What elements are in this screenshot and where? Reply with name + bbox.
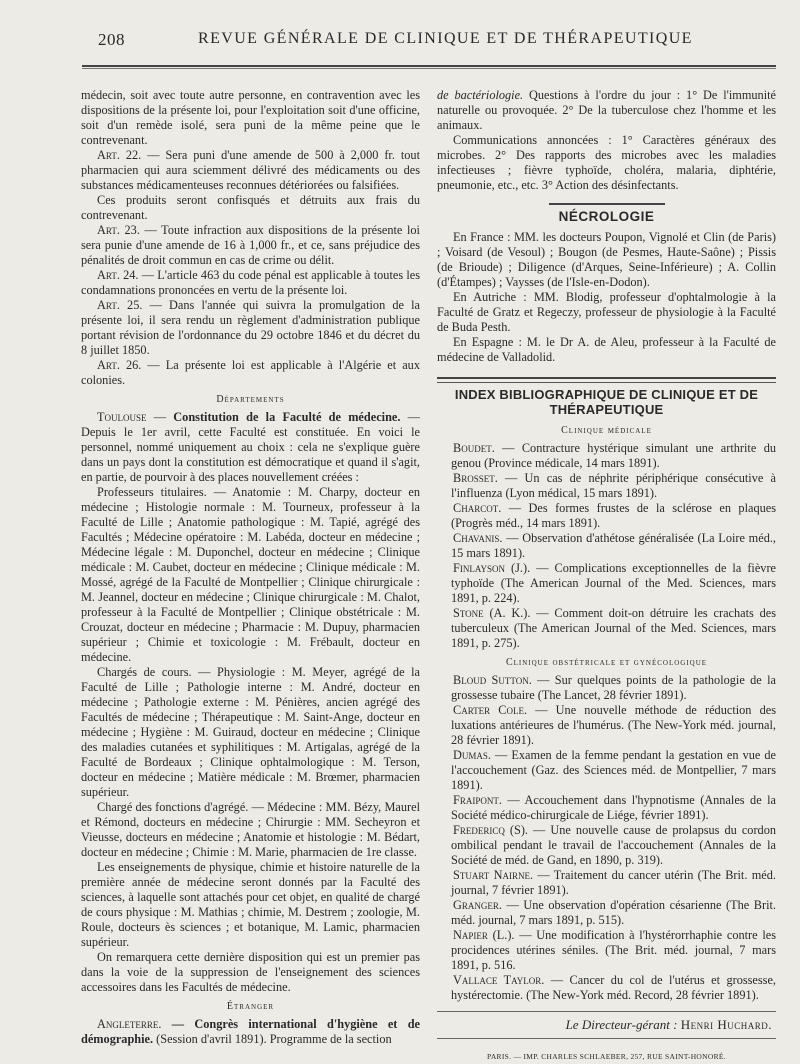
index-entry <box>437 471 776 501</box>
subheading-clinique-obstetricale: Clinique obstétricale et gynécologique <box>505 657 708 668</box>
paragraph: Ces produits seront confisqués et détruits aux frais du contrevenant. <box>81 193 420 222</box>
news-title: — Congrès international d'hygiène et de démographie. <box>81 1017 420 1046</box>
toulouse-paragraph: Toulouse — Constitution de la Faculté de médecine. — Depuis le 1er avril, cette Faculté est constituée. En voici le personnel, nommé uniquement au choix : cela ne s'explique guère dans un pays dont la constitution est démocratique et quand il s'agit, en partie, de pourvoir à des places nouvellement créées : <box>81 410 420 484</box>
index-text: — Une observation d'opération césarienne (The Brit. méd. journal, 7 mars 1891, p. 515). <box>451 898 776 927</box>
article-25 <box>81 298 420 358</box>
running-head <box>0 30 800 60</box>
professeurs-paragraph: Professeurs titulaires. — Anatomie : M. Charpy, docteur en médecine ; Histologie normale : M. Tourneux, professeur à la Faculté de Lille ; Anatomie pathologique : M. Tapié, agrégé des Facultés ; Médecine opératoire : M. Labéda, docteur en médecine ; Médecine légale : M. Duponchel, docteur en médecine ; Clinique médicale : M. Caubet, docteur en médecine ; Clinique médicale : M. Mossé, agrégé de la Faculté de Montpellier ; Clinique chirurgicale : M. Jeannel, docteur en médecine ; Clinique chirurgicale : M. Chalot, professeur à la Faculté de Montpellier ; Clinique obstétricale : M. Crouzat, docteur en médecine ; Pharmacie : M. Dupuy, pharmacien supérieur ; Chimie et toxicologie : M. Frébault, docteur en médecine. <box>81 485 420 664</box>
index-author: Charcot. <box>453 501 502 515</box>
index-entry <box>437 606 776 651</box>
index-text: — Accouchement dans l'hypnotisme (Annales de la Société médico-chirurgicale de Liége, février 1891). <box>451 793 776 822</box>
index-entry <box>437 748 776 793</box>
article-text: — Dans l'année qui suivra la promulgation de la présente loi, il sera rendu un règlement d'administration publique portant révision de l'ordonnance du 29 octobre 1846 et du décret du 8 juillet 1850. <box>81 298 420 357</box>
article-22 <box>81 148 420 193</box>
index-author: Fraipont. <box>453 793 502 807</box>
necrologie-france: En France : MM. les docteurs Poupon, Vignolé et Clin (de Paris) ; Voisard (de Vesoul) ; Bougon (de Pesmes, Haute-Saône) ; Pissis (de Brioude) ; Diligence (d'Arques, Seine-Inférieure) ; A. Collin (d'Étampes) ; Vaysses (de l'Isle-en-Dodon). <box>437 230 776 289</box>
subheading-clinique-medicale: Clinique médicale <box>561 425 652 436</box>
index-text: — Une modification à l'hystérorrhaphie contre les procidences utérines séniles. (The Brit. méd. journal, 7 mars 1891, p. 516. <box>451 928 776 972</box>
article-24 <box>81 268 420 298</box>
charges-fonctions-paragraph: Chargé des fonctions d'agrégé. — Médecine : MM. Bézy, Maurel et Rémond, docteurs en médecine ; Chirurgie : MM. Secheyron et Vieusse, docteurs en médecine ; Anatomie et histologie : M. Bédart, docteur en médecine ; Chimie : M. Marie, pharmacien de 1re classe. <box>81 800 420 859</box>
index-entry <box>437 973 776 1003</box>
index-entry <box>437 793 776 823</box>
journal-title: REVUE GÉNÉRALE DE CLINIQUE ET DE THÉRAPEUTIQUE <box>198 30 693 47</box>
index-entry <box>437 703 776 748</box>
article-text: — Toute infraction aux dispositions de la présente loi sera punie d'une amende de 16 à 1,000 fr., et ce, sans préjudice des pénalités de droit commun en cas de crime ou délit. <box>81 223 420 267</box>
news-title: Constitution de la Faculté de médecine. <box>173 410 401 424</box>
index-entry <box>437 673 776 703</box>
section-heading-index: INDEX BIBLIOGRAPHIQUE DE CLINIQUE ET DE THÉRAPEUTIQUE <box>454 387 759 417</box>
article-label: Art. 22. <box>97 148 142 162</box>
right-column <box>437 88 776 1064</box>
header-rule <box>82 65 776 67</box>
article-text: — La présente loi est applicable à l'Algérie et aux colonies. <box>81 358 420 387</box>
enseignements-paragraph: Les enseignements de physique, chimie et histoire naturelle de la première année de médecine seront donnés par la Faculté des sciences, à laquelle sont attachés pour cet objet, en qualité de chargé de cours physique : M. Mathias ; chimie, M. Destrem ; zoologie, M. Roule, docteurs ès sciences ; et botanique, M. Lamic, pharmacien supérieur. <box>81 860 420 949</box>
index-entry <box>437 898 776 928</box>
index-author: Dumas. <box>453 748 491 762</box>
index-text: — Complications exceptionnelles de la fièvre typhoïde (The American Journal of the Med. Sciences, mars 1891, p. 224). <box>451 561 776 605</box>
article-23 <box>81 223 420 268</box>
left-column <box>81 88 420 1047</box>
italic-text: de bactériologie. <box>437 88 524 102</box>
index-list-obstetricale <box>437 673 776 1003</box>
header-rule-thin <box>82 68 776 69</box>
index-entry <box>437 501 776 531</box>
news-text: (Session d'avril 1891). Programme de la section <box>153 1032 392 1046</box>
index-text: — Examen de la femme pendant la gestation en vue de l'accouchement (Gaz. des Sciences méd. de Montpellier, 7 mars 1891). <box>451 748 776 792</box>
index-text: — Traitement du cancer utérin (The Brit. méd. journal, 7 février 1891). <box>451 868 776 897</box>
index-entry <box>437 441 776 471</box>
index-author: Napier (L.). <box>453 928 515 942</box>
index-text: — Cancer du col de l'utérus et grossesse, hystérectomie. (The New-York méd. Record, 28 février 1891). <box>451 973 776 1002</box>
index-author: Stone (A. K.). <box>453 606 531 620</box>
index-author: Carter Cole. <box>453 703 528 717</box>
paragraph: Communications annoncées : 1° Caractères généraux des microbes. 2° Des rapports des microbes avec les maladies infectieuses ; fièvre typhoïde, choléra, malaria, diphtérie, pneumonie, etc., etc. 3° Action des désinfectants. <box>437 133 776 192</box>
index-text: — Un cas de néphrite périphérique consécutive à l'influenza (Lyon médical, 15 mars 1891). <box>451 471 776 500</box>
index-author: Bloud Sutton. <box>453 673 532 687</box>
index-entry <box>437 868 776 898</box>
signature-rule <box>437 1038 776 1039</box>
article-text: — L'article 463 du code pénal est applicable à toutes les condamnations prononcées en vertu de la présente loi. <box>81 268 420 297</box>
index-text: — Sur quelques points de la pathologie de la grossesse tubaire (The Lancet, 28 février 1891). <box>451 673 776 702</box>
angleterre-paragraph <box>81 1017 420 1047</box>
index-text: — Une nouvelle méthode de réduction des luxations antérieures de l'humérus. (The New-York méd. journal, 28 février 1891). <box>451 703 776 747</box>
index-author: Finlayson (J.). <box>453 561 531 575</box>
article-label: Art. 26. <box>97 358 142 372</box>
remarque-paragraph: On remarquera cette dernière disposition qui est un premier pas dans la voie de la suppression de l'enseignement des sciences accessoires dans les Facultés de médecine. <box>81 950 420 994</box>
index-author: Stuart Nairne. <box>453 868 534 882</box>
section-heading-departements: Départements <box>216 394 285 405</box>
index-author: Brosset. <box>453 471 498 485</box>
signature-name: Henri Huchard. <box>680 1017 772 1032</box>
index-text: — Contracture hystérique simulant une arthrite du genou (Province médicale, 14 mars 1891). <box>451 441 776 470</box>
index-entry <box>437 561 776 606</box>
index-author: Vallace Taylor. <box>453 973 545 987</box>
index-entry <box>437 823 776 868</box>
section-heading-necrologie: NÉCROLOGIE <box>558 209 655 224</box>
index-entry <box>437 531 776 561</box>
signature-label: Le Directeur-gérant : <box>565 1017 678 1032</box>
necrologie-autriche: En Autriche : MM. Blodig, professeur d'ophtalmologie à la Faculté de Gratz et Regeczy, professeur de physiologie à la Faculté de Buda Pesth. <box>437 290 776 334</box>
section-rule-thin <box>437 382 776 383</box>
section-rule <box>549 203 665 205</box>
page-number: 208 <box>98 30 125 49</box>
index-author: Chavanis. <box>453 531 503 545</box>
section-rule <box>437 377 776 379</box>
index-author: Granger. <box>453 898 502 912</box>
article-label: Art. 23. <box>97 223 140 237</box>
charges-cours-paragraph: Chargés de cours. — Physiologie : M. Meyer, agrégé de la Faculté de Lille ; Pathologie interne : M. André, docteur en médecine ; Pathologie externe : M. Pénières, ancien agrégé des Facultés de médecine ; Thérapeutique : M. Saint-Ange, docteur en médecine ; Hygiène : M. Guiraud, docteur en médecine ; Clinique des maladies cutanées et syphilitiques : M. Artigalas, agrégé de la Faculté de Bordeaux ; Clinique ophtalmologique : M. Terson, docteur en médecine ; Matière médicale : M. Brœmer, pharmacien supérieur. <box>81 665 420 799</box>
news-text: — Depuis le 1er avril, cette Faculté est constituée. En voici le personnel, nommé uniquement au choix : cela ne s'explique guère dans un pays dont la constitution est démocratique et quand il s'agit, en partie, de pourvoir à des places nouvellement créées : <box>81 410 420 484</box>
paragraph: médecin, soit avec toute autre personne, en contravention avec les dispositions de la présente loi, pour l'exploitation soit d'une officine, soit d'un remède isolé, sera puni de la même peine que le contrevenant. <box>81 88 420 147</box>
closing-rule <box>437 1011 776 1012</box>
index-list-medicale <box>437 441 776 651</box>
paragraph <box>437 88 776 133</box>
paragraph-text: Questions à l'ordre du jour : 1° De l'immunité naturelle ou provoquée. 2° De la tuberculose chez l'homme et les animaux. <box>437 88 776 132</box>
index-text: — Observation d'athétose généralisée (La Loire méd., 15 mars 1891). <box>451 531 776 560</box>
article-label: Art. 24. <box>97 268 139 282</box>
index-text: — Des formes frustes de la sclérose en plaques (Progrès méd., 14 mars 1891). <box>451 501 776 530</box>
article-26 <box>81 358 420 388</box>
place-label: Angleterre. <box>97 1017 162 1031</box>
place-label: Toulouse <box>97 410 147 424</box>
index-author: Boudet. <box>453 441 495 455</box>
section-heading-etranger: Étranger <box>226 1001 275 1012</box>
index-text: — Une nouvelle cause de prolapsus du cordon ombilical pendant le travail de l'accouchement (Annales de la Société de méd. de Gand, en 1890, p. 319). <box>451 823 776 867</box>
index-author: Fredericq (S). <box>453 823 528 837</box>
printer-imprint: PARIS. — IMP. CHARLES SCHLAEBER, 257, RUE SAINT-HONORÉ. <box>487 1052 726 1061</box>
article-label: Art. 25. <box>97 298 143 312</box>
index-entry <box>437 928 776 973</box>
index-text: — Comment doit-on détruire les crachats des tuberculeux (The American Journal of the Med. Sciences, mars 1891, p. 275). <box>451 606 777 650</box>
necrologie-espagne: En Espagne : M. le Dr A. de Aleu, professeur à la Faculté de médecine de Valladolid. <box>437 335 776 364</box>
signature <box>437 1017 776 1032</box>
article-text: — Sera puni d'une amende de 500 à 2,000 fr. tout pharmacien qui aura sciemment délivré des médicaments ou des substances médicamenteuses reconnues détériorées ou falsifiées. <box>81 148 420 192</box>
